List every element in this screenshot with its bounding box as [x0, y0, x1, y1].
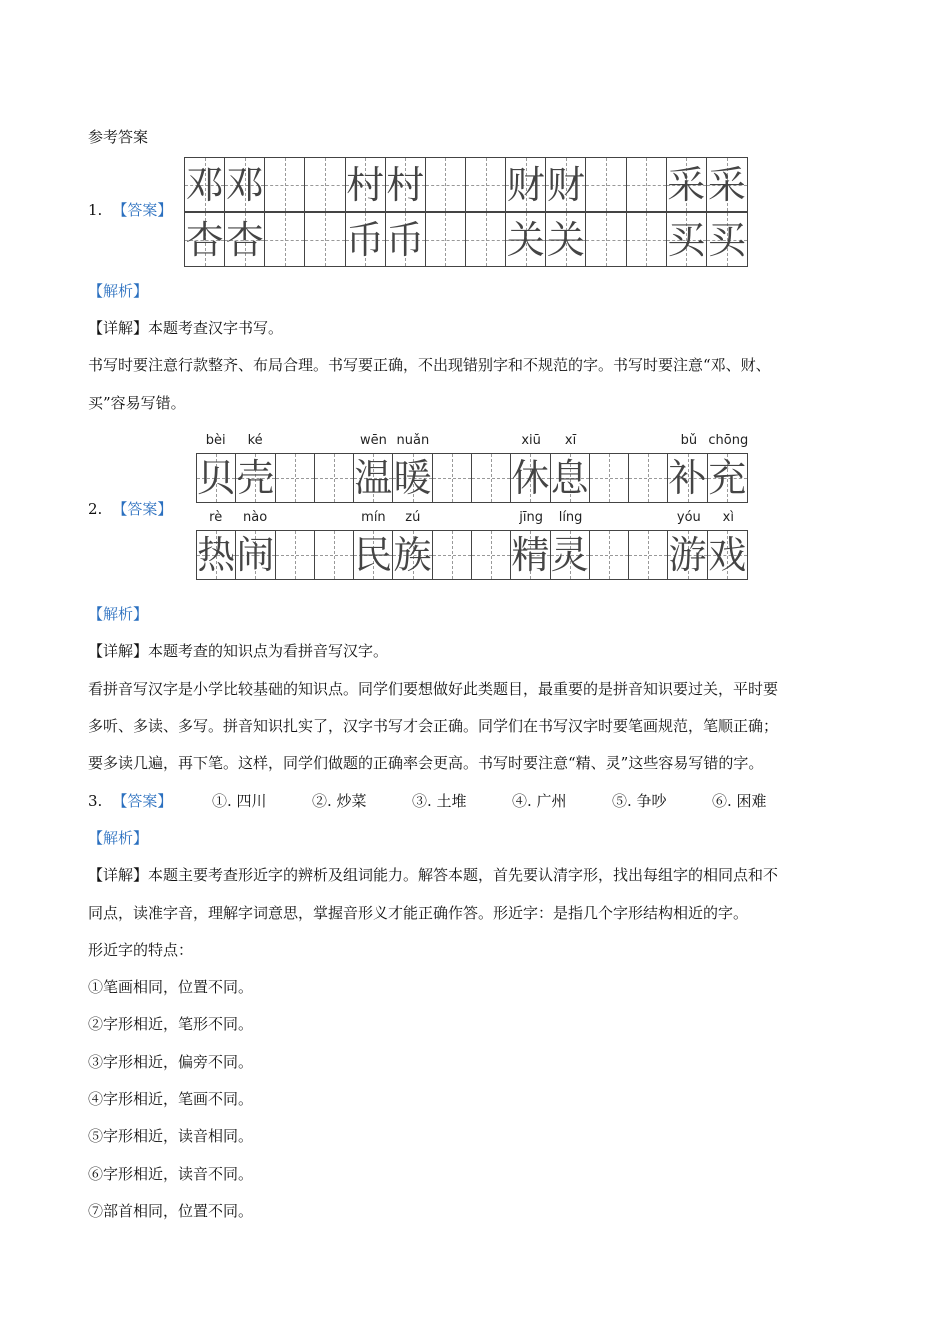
cell-character: 精	[511, 533, 550, 577]
writing-cell	[629, 454, 668, 502]
cell-character: 币	[386, 217, 425, 262]
feature-item: ⑤字形相近，读音相同。	[88, 1127, 254, 1146]
q3-answer-item: ③. 土堆	[412, 792, 467, 810]
q1-grid-row-2	[184, 212, 748, 267]
writing-cell	[667, 213, 707, 266]
pinyin-label: yóu	[676, 510, 701, 525]
writing-cell	[315, 531, 354, 579]
writing-cell	[668, 454, 707, 502]
pinyin-label: bǔ	[680, 433, 698, 448]
q3-answer-item: ②. 炒菜	[312, 792, 367, 810]
writing-cell	[707, 213, 747, 266]
q2-grid-row-2	[196, 530, 748, 580]
writing-cell	[346, 158, 386, 211]
pinyin-label: bèi	[205, 433, 226, 448]
pinyin-label: mín	[361, 510, 386, 525]
q2-paragraph-2: 多听、多读、多写。拼音知识扎实了，汉字书写才会正确。同学们在书写汉字时要笔画规范，笔顺正确；	[88, 717, 779, 735]
cell-character: 采	[707, 162, 746, 207]
q1-paragraph-1: 书写时要注意行款整齐、布局合理。书写要正确，不出现错别字和不规范的字。书写时要注意“邓、财、	[88, 356, 771, 374]
writing-cell	[185, 213, 225, 266]
cell-character: 壳	[236, 456, 275, 500]
cell-character: 杏	[225, 217, 264, 262]
writing-cell	[546, 158, 586, 211]
q1-paragraph-2: 买”容易写错。	[88, 394, 186, 412]
writing-cell	[551, 454, 590, 502]
cell-character: 闹	[236, 533, 275, 577]
pinyin-label: ké	[247, 433, 263, 448]
writing-cell	[305, 213, 345, 266]
writing-cell	[276, 454, 315, 502]
cell-character: 邓	[185, 162, 224, 207]
cell-character: 财	[506, 162, 545, 207]
writing-cell	[668, 531, 707, 579]
cell-character: 温	[354, 456, 393, 500]
writing-cell	[586, 213, 626, 266]
q2-answer-label: 【答案】	[112, 500, 173, 518]
cell-character: 暖	[393, 456, 432, 500]
writing-cell	[354, 531, 393, 579]
writing-cell	[265, 213, 305, 266]
q3-answer-item: ①. 四川	[212, 792, 267, 810]
cell-character: 热	[197, 533, 236, 577]
q2-analysis-label: 【解析】	[88, 605, 149, 623]
writing-cell	[627, 213, 667, 266]
pinyin-label: nào	[243, 510, 268, 525]
q2-paragraph-1: 看拼音写汉字是小学比较基础的知识点。同学们要想做好此类题目，最重要的是拼音知识要过关，平时要	[88, 680, 779, 698]
writing-cell	[667, 158, 707, 211]
writing-cell	[708, 531, 747, 579]
writing-cell	[346, 213, 386, 266]
feature-item: ⑦部首相同，位置不同。	[88, 1201, 254, 1220]
writing-cell	[511, 454, 550, 502]
writing-cell	[466, 213, 506, 266]
cell-character: 村	[346, 162, 385, 207]
pinyin-label: líng	[558, 510, 583, 525]
writing-cell	[506, 213, 546, 266]
cell-character: 财	[546, 162, 585, 207]
q3-detail: 【详解】本题主要考查形近字的辨析及组词能力。解答本题，首先要认清字形，找出每组字的相同点和不	[88, 866, 779, 884]
pinyin-label: xì	[722, 510, 734, 525]
pinyin-label: xī	[564, 433, 577, 448]
answers-heading: 参考答案	[88, 128, 149, 146]
writing-cell	[426, 158, 466, 211]
writing-cell	[386, 158, 426, 211]
writing-cell	[197, 454, 236, 502]
q3-number: 3. 【答案】	[88, 792, 173, 810]
feature-item: ②字形相近，笔形不同。	[88, 1015, 254, 1034]
writing-cell	[236, 454, 275, 502]
writing-cell	[586, 158, 626, 211]
writing-cell	[506, 158, 546, 211]
q1-grid-row-1	[184, 157, 748, 212]
cell-character: 关	[506, 217, 545, 262]
q3-paragraph-2: 形近字的特点：	[88, 941, 194, 959]
feature-item: ③字形相近，偏旁不同。	[88, 1052, 254, 1071]
pinyin-label: rè	[209, 510, 223, 525]
cell-character: 杏	[185, 217, 224, 262]
writing-cell	[708, 454, 747, 502]
cell-character: 关	[546, 217, 585, 262]
q1-analysis-label: 【解析】	[88, 282, 149, 300]
cell-character: 采	[667, 162, 706, 207]
writing-cell	[433, 531, 472, 579]
cell-character: 补	[668, 456, 707, 500]
q3-answer-item: ④. 广州	[512, 792, 567, 810]
writing-cell	[265, 158, 305, 211]
q2-paragraph-3: 要多读几遍，再下笔。这样，同学们做题的正确率会更高。书写时要注意“精、灵”这些容易写错的字。	[88, 754, 764, 772]
q1-number: 1. 【答案】	[88, 201, 173, 219]
q1-answer-label: 【答案】	[112, 201, 173, 219]
writing-cell	[225, 158, 265, 211]
cell-character: 灵	[550, 533, 589, 577]
writing-cell	[197, 531, 236, 579]
pinyin-label: xiū	[521, 433, 541, 448]
cell-character: 族	[393, 533, 432, 577]
cell-character: 贝	[197, 456, 236, 500]
cell-character: 戏	[708, 533, 747, 577]
writing-cell	[236, 531, 275, 579]
writing-cell	[472, 454, 511, 502]
pinyin-label: jīng	[519, 510, 543, 525]
q1-detail: 【详解】本题考查汉字书写。	[88, 319, 284, 337]
writing-cell	[629, 531, 668, 579]
q2-grid-row-1	[196, 453, 748, 503]
pinyin-label: nuǎn	[396, 433, 430, 448]
writing-cell	[393, 454, 432, 502]
q3-answer-item: ⑥. 困难	[712, 792, 767, 810]
writing-cell	[305, 158, 345, 211]
writing-cell	[354, 454, 393, 502]
q3-answer-label: 【答案】	[112, 792, 173, 810]
writing-cell	[511, 531, 550, 579]
writing-cell	[185, 158, 225, 211]
pinyin-label: zú	[405, 510, 421, 525]
feature-item: ⑥字形相近，读音不同。	[88, 1164, 254, 1183]
feature-item: ①笔画相同，位置不同。	[88, 978, 254, 996]
writing-cell	[386, 213, 426, 266]
writing-cell	[551, 531, 590, 579]
q3-paragraph-1: 同点，读准字音，理解字词意思，掌握音形义才能正确作答。形近字：是指几个字形结构相近的字。	[88, 904, 749, 922]
writing-cell	[707, 158, 747, 211]
cell-character: 休	[511, 456, 550, 500]
cell-character: 息	[550, 456, 589, 500]
cell-character: 游	[668, 533, 707, 577]
cell-character: 买	[667, 217, 706, 262]
cell-character: 村	[386, 162, 425, 207]
q3-analysis-label: 【解析】	[88, 829, 149, 847]
pinyin-label: wēn	[359, 433, 387, 448]
q2-number: 2. 【答案】	[88, 500, 173, 518]
writing-cell	[393, 531, 432, 579]
writing-cell	[472, 531, 511, 579]
cell-character: 买	[707, 217, 746, 262]
writing-cell	[590, 454, 629, 502]
q3-answer-item: ⑤. 争吵	[612, 792, 667, 810]
writing-cell	[276, 531, 315, 579]
writing-cell	[546, 213, 586, 266]
cell-character: 币	[346, 217, 385, 262]
feature-item: ④字形相近，笔画不同。	[88, 1089, 254, 1108]
cell-character: 民	[354, 533, 393, 577]
writing-cell	[315, 454, 354, 502]
pinyin-label: chōng	[708, 433, 749, 448]
cell-character: 邓	[225, 162, 264, 207]
cell-character: 充	[708, 456, 747, 500]
writing-cell	[433, 454, 472, 502]
writing-cell	[590, 531, 629, 579]
writing-cell	[426, 213, 466, 266]
writing-cell	[225, 213, 265, 266]
writing-cell	[627, 158, 667, 211]
writing-cell	[466, 158, 506, 211]
q2-detail: 【详解】本题考查的知识点为看拼音写汉字。	[88, 642, 389, 660]
